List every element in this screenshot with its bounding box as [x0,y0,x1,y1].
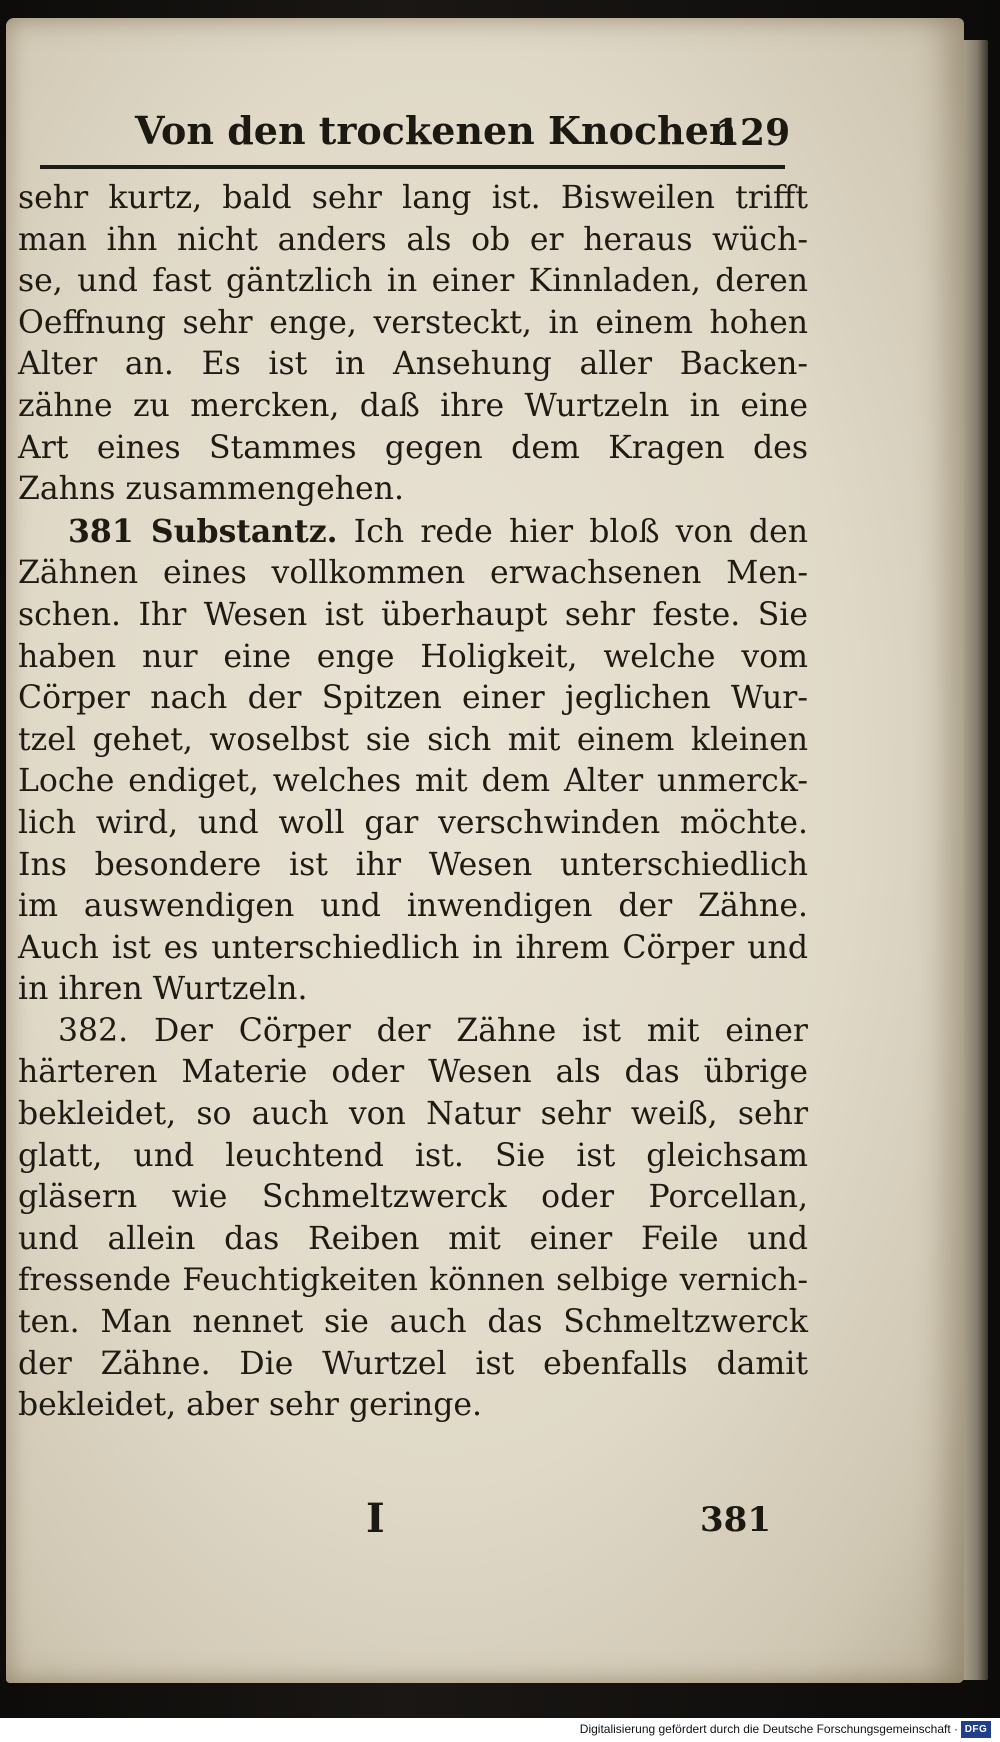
text-line: glatt, und leuchtend ist. Sie ist gleichsam [18,1137,808,1174]
section-381-heading: 381 Substantz. [68,512,338,550]
section-382-first-line [18,1011,808,1053]
text-line: Zahns zusammengehen. [18,471,404,508]
text-line: und allein das Reiben mit einer Feile und [18,1220,808,1257]
text-line: der Zähne. Die Wurtzel ist ebenfalls damit [18,1345,808,1382]
text-line: man ihn nicht anders als ob er heraus wüch- [18,221,808,258]
text-line: Alter an. Es ist in Ansehung aller Backen- [18,346,808,383]
section-382-first-text: Der Cörper der Zähne ist mit einer [154,1012,808,1049]
text-line: schen. Ihr Wesen ist überhaupt sehr feste. Sie [18,596,808,633]
text-line: se, und fast gäntzlich in einer Kinnladen, deren [18,263,808,300]
section-381-first-text: Ich rede hier bloß von den [353,513,809,550]
page-body [18,178,808,1427]
text-line: Cörper nach der Spitzen einer jeglichen Wur- [18,680,808,717]
section-381-first-line [18,511,808,554]
running-head: Von den trockenen Knochen [135,108,737,153]
text-line: in ihren Wurtzeln. [18,971,308,1008]
text-line: gläsern wie Schmeltzwerck oder Porcellan, [18,1179,808,1216]
text-line: Art eines Stammes gegen dem Kragen des [18,429,808,466]
text-line: im auswendigen und inwendigen der Zähne. [18,888,808,925]
catchword: 381 [700,1500,771,1540]
dfg-logo: DFG [961,1721,991,1738]
text-line: tzel gehet, woselbst sie sich mit einem kleinen [18,721,808,758]
text-line: Oeffnung sehr enge, versteckt, in einem hohen [18,304,808,341]
text-line: Zähnen eines vollkommen erwachsenen Men- [18,555,808,592]
text-line: lich wird, und woll gar verschwinden möchte. [18,804,808,841]
text-line: bekleidet, aber sehr geringe. [18,1387,483,1424]
header-rule [40,165,785,169]
page-number: 129 [715,112,791,154]
text-line: härteren Materie oder Wesen als das übrige [18,1054,808,1091]
section-382-heading: 382. [58,1012,129,1049]
text-line: sehr kurtz, bald sehr lang ist. Bisweilen trifft [18,180,808,216]
text-line: Auch ist es unterschiedlich in ihrem Cörper und [18,929,808,966]
text-line: bekleidet, so auch von Natur sehr weiß, sehr [18,1096,808,1133]
signature-mark: I [366,1495,385,1542]
text-line: zähne zu mercken, daß ihre Wurtzeln in eine [18,387,808,424]
text-line: ten. Man nennet sie auch das Schmeltzwerck [18,1304,808,1341]
text-line: Ins besondere ist ihr Wesen unterschiedlich [18,846,808,883]
text-line: haben nur eine enge Holigkeit, welche vom [18,638,808,675]
text-line: Loche endiget, welches mit dem Alter unmerck- [18,763,808,800]
digitization-credit: Digitalisierung gefördert durch die Deutsche Forschungsgemeinschaft · [579,1722,958,1736]
text-line: fressende Feuchtigkeiten können selbige vernich- [18,1262,808,1299]
